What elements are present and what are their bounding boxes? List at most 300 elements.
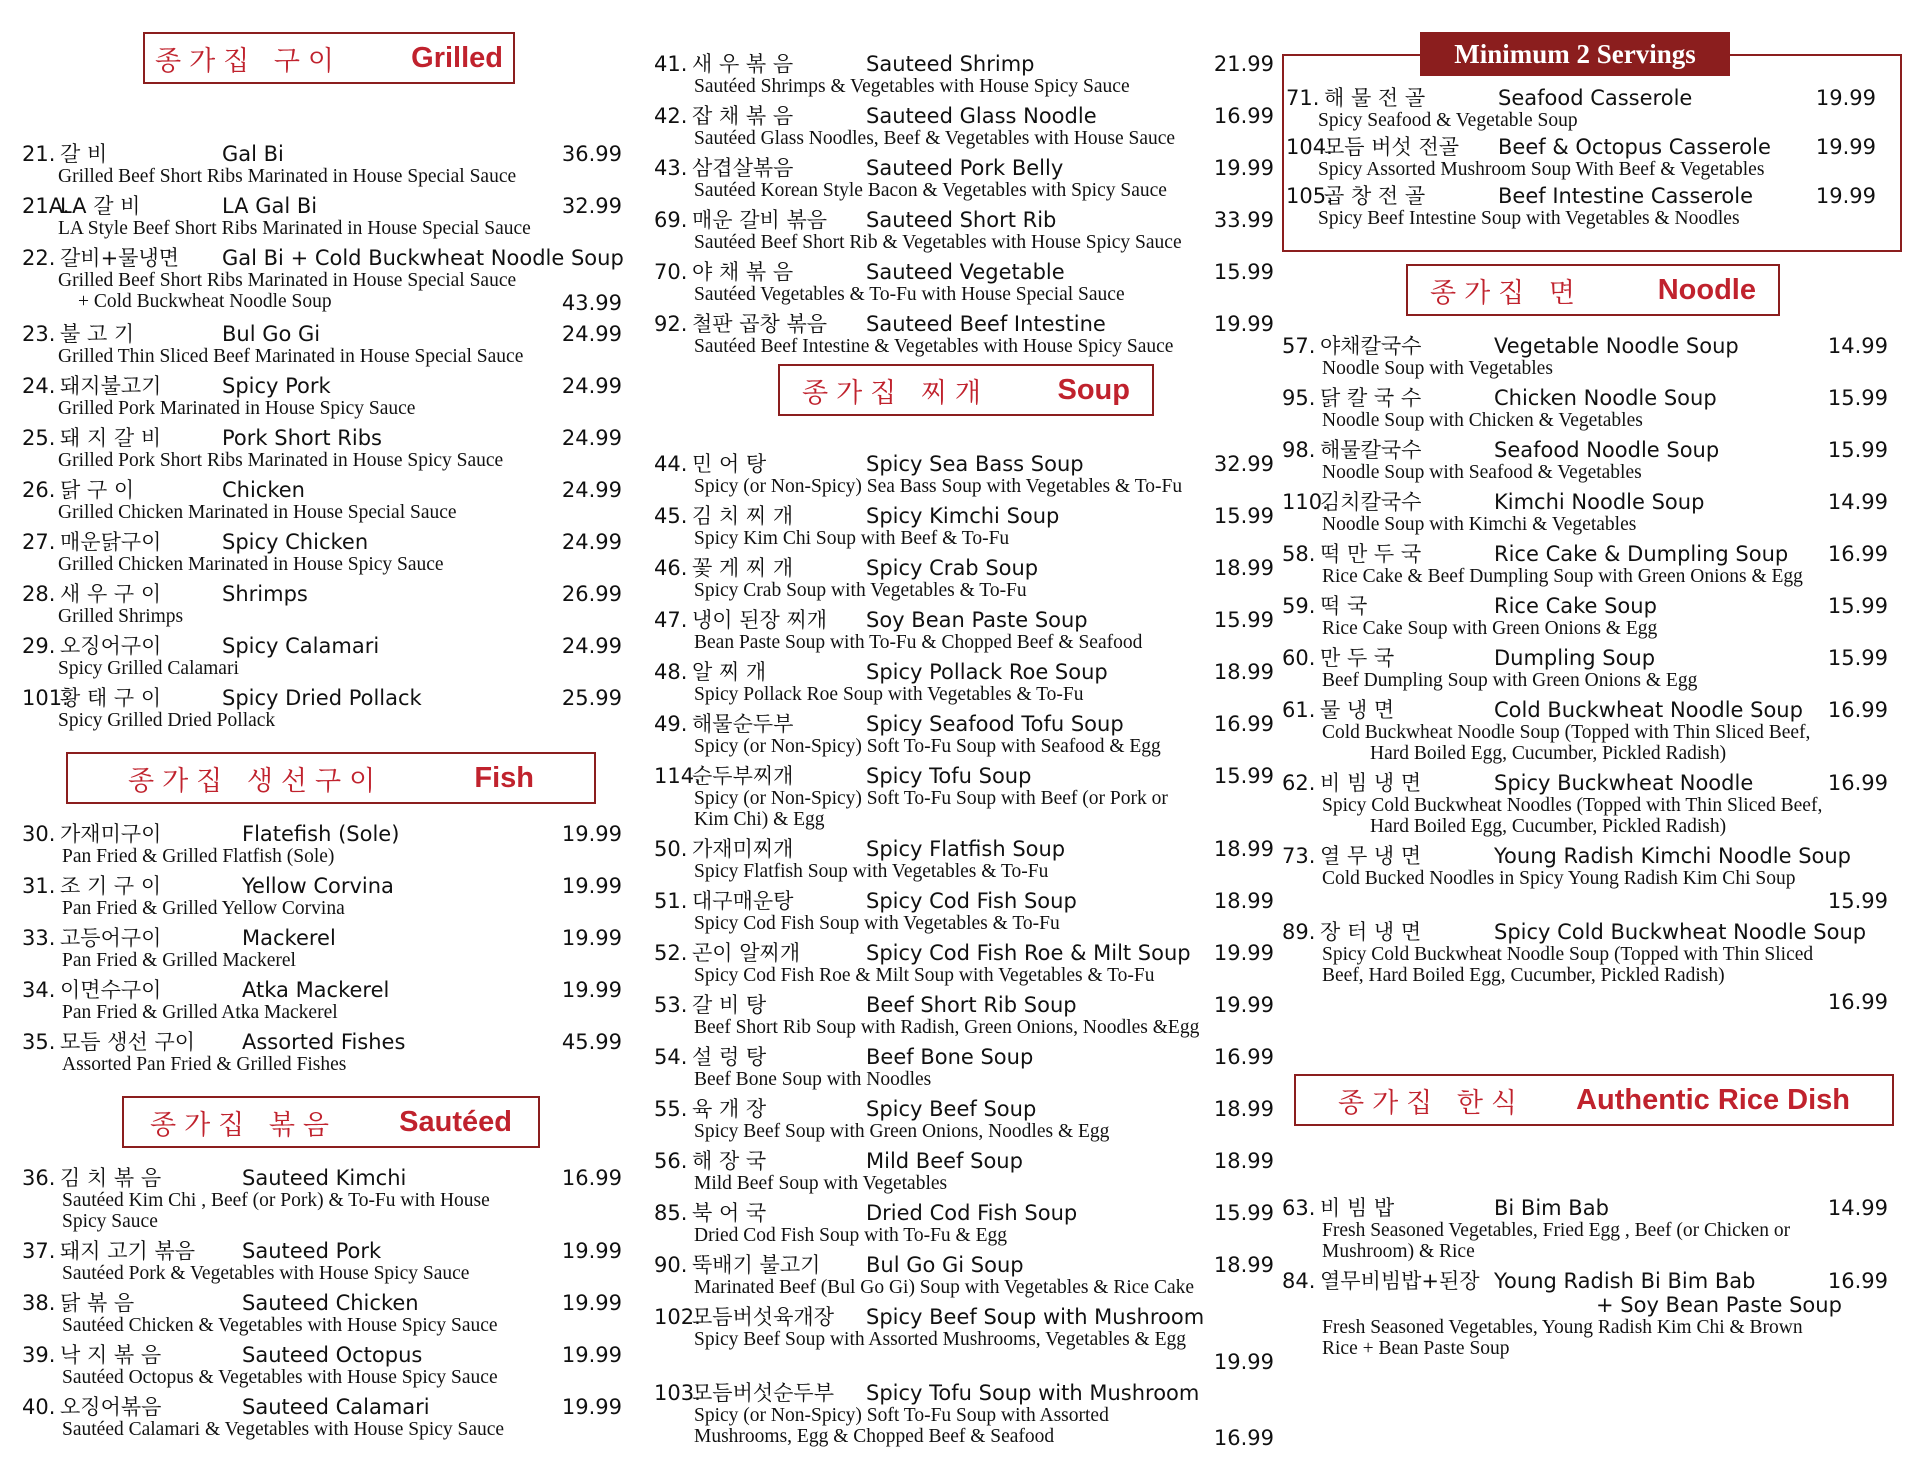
item-price: 18.99 [1213, 556, 1274, 580]
item-name-en: Atka Mackerel [242, 978, 390, 1002]
item-name-en: Sauteed Shrimp [866, 52, 1035, 76]
menu-item-line [1282, 542, 1888, 566]
menu-item [654, 1305, 1274, 1374]
item-price: 18.99 [1213, 1253, 1274, 1277]
item-name-ko: 가재미구이 [60, 822, 162, 846]
item-description: Spicy (or Non-Spicy) Soft To-Fu Soup with Seafood & Egg [694, 736, 1161, 757]
item-price: 36.99 [561, 142, 622, 166]
item-name-ko: 김 치 볶 음 [60, 1166, 162, 1190]
item-description: Sautéed Octopus & Vegetables with House Spicy Sauce [62, 1367, 498, 1388]
item-price: 24.99 [561, 426, 622, 450]
item-price: 19.99 [561, 1343, 622, 1367]
item-name-en: Young Radish Bi Bim Bab [1494, 1269, 1756, 1293]
item-name-en: Dumpling Soup [1494, 646, 1656, 670]
item-name-en: Sauteed Pork [242, 1239, 382, 1263]
menu-item [22, 1239, 622, 1284]
item-name-ko: 새 우 구 이 [60, 582, 162, 606]
item-name-ko: 모듬 생선 구이 [60, 1030, 196, 1054]
item-name-ko: 오징어볶음 [60, 1395, 162, 1419]
item-number: 60. [1282, 646, 1316, 670]
item-price: 14.99 [1827, 490, 1888, 514]
sauteed-list-continued [654, 52, 1274, 364]
item-price: 19.99 [561, 822, 622, 846]
menu-item-line [654, 1045, 1274, 1069]
item-description: Fresh Seasoned Vegetables, Fried Egg , Beef (or Chicken or [1322, 1220, 1791, 1241]
item-price: 26.99 [561, 582, 622, 606]
item-description: Sautéed Pork & Vegetables with House Spicy Sauce [62, 1263, 470, 1284]
menu-item [654, 156, 1274, 201]
menu-item-line [22, 530, 622, 554]
item-price: 18.99 [1213, 1097, 1274, 1121]
item-description: Spicy Beef Soup with Green Onions, Noodles & Egg [694, 1121, 1110, 1142]
item-name-en: Spicy Cold Buckwheat Noodle Soup [1494, 920, 1867, 944]
menu-item-line [1282, 771, 1888, 795]
menu-item-line [22, 926, 622, 950]
item-name-en: Sauteed Short Rib [866, 208, 1057, 232]
item-price: 15.99 [1827, 889, 1888, 913]
item-number: 25. [22, 426, 56, 450]
menu-item [22, 926, 622, 971]
menu-item-line-2 [1282, 1293, 1888, 1317]
item-name-ko: 매운닭구이 [60, 530, 162, 554]
item-number: 89. [1282, 920, 1316, 944]
item-description: Pan Fried & Grilled Flatfish (Sole) [62, 846, 335, 867]
menu-item-line [22, 1166, 622, 1190]
item-name-en: Flatefish (Sole) [242, 822, 400, 846]
item-description: Beef Dumpling Soup with Green Onions & Egg [1322, 670, 1698, 691]
menu-item-line [22, 1239, 622, 1263]
item-name-ko: 육 개 장 [692, 1097, 767, 1121]
menu-item-line [654, 556, 1274, 580]
item-name-en: Rice Cake Soup [1494, 594, 1657, 618]
item-price-line [1282, 990, 1888, 1014]
item-price-line [654, 1350, 1274, 1374]
item-name-en: Bul Go Gi [222, 322, 321, 346]
item-name-ko: 야채칼국수 [1320, 334, 1422, 358]
menu-item [22, 686, 622, 731]
item-description: Sautéed Shrimps & Vegetables with House Spicy Sauce [694, 76, 1130, 97]
minimum-servings-list [1286, 86, 1876, 233]
menu-item-line [22, 874, 622, 898]
item-price: 18.99 [1213, 889, 1274, 913]
menu-item [22, 1291, 622, 1336]
item-name-en: Beef Bone Soup [866, 1045, 1034, 1069]
item-name-ko: 갈 비 [60, 142, 108, 166]
item-price: 19.99 [561, 926, 622, 950]
menu-item-line [654, 1149, 1274, 1173]
sauteed-list [22, 1166, 622, 1447]
menu-item-line [654, 660, 1274, 684]
menu-item [654, 556, 1274, 601]
item-number: 28. [22, 582, 56, 606]
menu-item-line [22, 1343, 622, 1367]
item-number: 73. [1282, 844, 1316, 868]
item-name-ko: 닭 칼 국 수 [1320, 386, 1422, 410]
item-description: Sautéed Beef Short Rib & Vegetables with House Spicy Sauce [694, 232, 1182, 253]
section-header-sauteed [122, 1096, 540, 1148]
item-name-ko: 모듬버섯순두부 [692, 1381, 835, 1405]
item-number: 49. [654, 712, 688, 736]
item-description: Grilled Thin Sliced Beef Marinated in House Special Sauce [58, 346, 524, 367]
menu-item [654, 608, 1274, 653]
item-price: 15.99 [1827, 646, 1888, 670]
item-number: 21. [22, 142, 56, 166]
item-description: Noodle Soup with Seafood & Vegetables [1322, 462, 1642, 483]
item-price: 16.99 [1213, 104, 1274, 128]
item-name-en: Spicy Sea Bass Soup [866, 452, 1084, 476]
menu-item-line [1286, 86, 1876, 110]
menu-item [654, 712, 1274, 757]
item-name-en: Sauteed Octopus [242, 1343, 423, 1367]
item-number: 48. [654, 660, 688, 684]
section-title-en: Soup [1057, 373, 1130, 406]
item-price: 24.99 [561, 322, 622, 346]
item-number: 59. [1282, 594, 1316, 618]
section-title-ko: 종가집 생선구이 [128, 765, 384, 797]
item-name-en: Spicy Beef Soup [866, 1097, 1037, 1121]
item-name-ko: 김치칼국수 [1320, 490, 1422, 514]
menu-item-line [654, 452, 1274, 476]
item-name-ko: 민 어 탕 [692, 452, 767, 476]
section-title-en: Noodle [1657, 273, 1756, 306]
item-description-line [22, 291, 622, 315]
item-number: 36. [22, 1166, 56, 1190]
item-number: 24. [22, 374, 56, 398]
item-price: 16.99 [1827, 1269, 1888, 1293]
menu-item [1286, 184, 1876, 229]
item-price: 19.99 [1213, 941, 1274, 965]
menu-item-line [1282, 594, 1888, 618]
menu-item [654, 52, 1274, 97]
item-number: 84. [1282, 1269, 1316, 1293]
item-name-en: Spicy Tofu Soup [866, 764, 1032, 788]
menu-item-line [22, 1030, 622, 1054]
item-description: Spicy Seafood & Vegetable Soup [1318, 110, 1578, 131]
section-title-ko: 종가집 한식 [1338, 1087, 1525, 1119]
item-description: Spicy (or Non-Spicy) Soft To-Fu Soup with Assorted [694, 1405, 1109, 1426]
item-description: Sautéed Glass Noodles, Beef & Vegetables with House Sauce [694, 128, 1176, 149]
item-name-en: Spicy Chicken [222, 530, 369, 554]
item-number: 56. [654, 1149, 688, 1173]
item-description: LA Style Beef Short Ribs Marinated in House Special Sauce [58, 218, 531, 239]
item-name-ko: 매운 갈비 볶음 [692, 208, 828, 232]
item-name-ko: 갈비+물냉면 [60, 246, 180, 270]
item-number: 101. [22, 686, 69, 710]
menu-item [654, 837, 1274, 882]
item-description-2: Spicy Sauce [62, 1211, 158, 1232]
item-name-ko: 해물칼국수 [1320, 438, 1422, 462]
item-number: 95. [1282, 386, 1316, 410]
item-number: 46. [654, 556, 688, 580]
item-name-ko: 가재미찌개 [692, 837, 794, 861]
item-price: 16.99 [561, 1166, 622, 1190]
menu-item [1282, 386, 1888, 431]
section-title-ko: 종가집 찌개 [802, 377, 989, 409]
item-number: 44. [654, 452, 688, 476]
menu-item [654, 312, 1274, 357]
item-description: Grilled Pork Short Ribs Marinated in House Spicy Sauce [58, 450, 504, 471]
menu-item [654, 1253, 1274, 1298]
item-name-ko: 돼지불고기 [60, 374, 162, 398]
item-description-2: Rice + Bean Paste Soup [1322, 1338, 1510, 1359]
section-title-en: Authentic Rice Dish [1576, 1083, 1850, 1116]
menu-item-line [22, 1395, 622, 1419]
item-price: 25.99 [561, 686, 622, 710]
item-number: 92. [654, 312, 688, 336]
item-name-ko: 물 냉 면 [1320, 698, 1395, 722]
item-name-en: Spicy Crab Soup [866, 556, 1039, 580]
menu-item-line [654, 1201, 1274, 1225]
item-name-en: Spicy Calamari [222, 634, 380, 658]
item-name-en: Young Radish Kimchi Noodle Soup [1494, 844, 1852, 868]
item-name-ko: 이면수구이 [60, 978, 162, 1002]
menu-item [1282, 698, 1888, 764]
item-price: 33.99 [1213, 208, 1274, 232]
item-name-en: Sauteed Pork Belly [866, 156, 1064, 180]
item-name-ko: 오징어구이 [60, 634, 162, 658]
item-description: Spicy (or Non-Spicy) Sea Bass Soup with Vegetables & To-Fu [694, 476, 1183, 497]
item-price: 24.99 [561, 374, 622, 398]
item-price: 19.99 [1213, 993, 1274, 1017]
item-description: Grilled Beef Short Ribs Marinated in House Special Sauce [58, 166, 517, 187]
item-description-2: Hard Boiled Egg, Cucumber, Pickled Radish) [1370, 816, 1727, 837]
menu-item-line [1286, 184, 1876, 208]
item-name-en: Pork Short Ribs [222, 426, 382, 450]
item-name-en: Spicy Flatfish Soup [866, 837, 1066, 861]
item-name-ko: 닭 구 이 [60, 478, 135, 502]
item-number: 23. [22, 322, 56, 346]
menu-item [1286, 86, 1876, 131]
menu-item [1282, 1196, 1888, 1262]
menu-item-line [654, 764, 1274, 788]
item-description: Noodle Soup with Chicken & Vegetables [1322, 410, 1643, 431]
menu-item-line [22, 142, 622, 166]
item-price: 15.99 [1827, 386, 1888, 410]
item-price: 32.99 [561, 194, 622, 218]
menu-item [22, 978, 622, 1023]
item-name-en: Cold Buckwheat Noodle Soup [1494, 698, 1803, 722]
item-price: 19.99 [1815, 86, 1876, 110]
item-number: 98. [1282, 438, 1316, 462]
item-name-ko: 삼겹살볶음 [692, 156, 794, 180]
menu-item-line [1282, 844, 1888, 868]
item-price: 19.99 [1213, 1350, 1274, 1374]
menu-item [654, 504, 1274, 549]
item-name-ko: 황 태 구 이 [60, 686, 162, 710]
section-title-ko: 종가집 볶음 [150, 1109, 337, 1141]
menu-item [22, 634, 622, 679]
menu-item-line [1282, 698, 1888, 722]
menu-item [654, 104, 1274, 149]
menu-item [22, 374, 622, 419]
item-price: 14.99 [1827, 1196, 1888, 1220]
item-price: 19.99 [1815, 184, 1876, 208]
item-description: Spicy Assorted Mushroom Soup With Beef & Vegetables [1318, 159, 1765, 180]
item-name-en: Vegetable Noodle Soup [1494, 334, 1739, 358]
item-price: 24.99 [561, 478, 622, 502]
menu-item-line [654, 1305, 1274, 1329]
menu-item [22, 1395, 622, 1440]
section-header-noodle [1406, 264, 1780, 316]
item-name-en: Assorted Fishes [242, 1030, 406, 1054]
item-price: 19.99 [1213, 156, 1274, 180]
item-number: 61. [1282, 698, 1316, 722]
item-name-ko: 곤이 알찌개 [692, 941, 801, 965]
menu-item-line [654, 260, 1274, 284]
item-description: Cold Bucked Noodles in Spicy Young Radish Kim Chi Soup [1322, 868, 1796, 889]
item-description: Grilled Shrimps [58, 606, 184, 627]
menu-item-line [1282, 646, 1888, 670]
item-number: 50. [654, 837, 688, 861]
item-name-ko: 만 두 국 [1320, 646, 1395, 670]
item-price: 19.99 [1815, 135, 1876, 159]
menu-item [1282, 438, 1888, 483]
menu-item-line [1282, 438, 1888, 462]
item-name-en: Beef Intestine Casserole [1498, 184, 1753, 208]
item-description: Marinated Beef (Bul Go Gi) Soup with Vegetables & Rice Cake [694, 1277, 1195, 1298]
menu-item [1286, 135, 1876, 180]
item-description: Sautéed Chicken & Vegetables with House Spicy Sauce [62, 1315, 498, 1336]
item-name-en: Spicy Cod Fish Soup [866, 889, 1077, 913]
menu-item-line [1286, 135, 1876, 159]
item-number: 102. [654, 1305, 701, 1329]
menu-item-line [654, 208, 1274, 232]
menu-item-line [22, 246, 622, 270]
menu-item [1282, 334, 1888, 379]
item-number: 90. [654, 1253, 688, 1277]
item-number: 38. [22, 1291, 56, 1315]
menu-item [22, 246, 622, 315]
item-price: 19.99 [561, 1291, 622, 1315]
item-name-en: Seafood Noodle Soup [1494, 438, 1720, 462]
item-number: 70. [654, 260, 688, 284]
menu-item [654, 1149, 1274, 1194]
item-description: Fresh Seasoned Vegetables, Young Radish Kim Chi & Brown [1322, 1317, 1803, 1338]
menu-item [22, 142, 622, 187]
item-number: 110. [1282, 490, 1329, 514]
menu-item-line [22, 822, 622, 846]
item-price-line [1282, 889, 1888, 913]
item-number: 47. [654, 608, 688, 632]
menu-item-line [22, 322, 622, 346]
item-number: 45. [654, 504, 688, 528]
item-name-en: LA Gal Bi [222, 194, 318, 218]
menu-item [654, 208, 1274, 253]
item-name-en: Spicy Kimchi Soup [866, 504, 1060, 528]
item-description: Spicy Cold Buckwheat Noodle Soup (Topped with Thin Sliced [1322, 944, 1814, 965]
item-name-ko: 모듬 버섯 전골 [1324, 135, 1460, 159]
item-name-ko: 갈 비 탕 [692, 993, 767, 1017]
item-description-2: Beef, Hard Boiled Egg, Cucumber, Pickled Radish) [1322, 965, 1725, 986]
item-name-ko: 돼 지 갈 비 [60, 426, 162, 450]
item-price: 19.99 [1213, 312, 1274, 336]
menu-item-line [1282, 1196, 1888, 1220]
item-number: 103. [654, 1381, 701, 1405]
item-name-en: Mild Beef Soup [866, 1149, 1023, 1173]
item-name-en: Kimchi Noodle Soup [1494, 490, 1705, 514]
item-name-ko: 조 기 구 이 [60, 874, 162, 898]
section-header-rice [1294, 1074, 1894, 1126]
menu-item [22, 194, 622, 239]
menu-item-line [22, 582, 622, 606]
item-number: 52. [654, 941, 688, 965]
item-name-ko: 장 터 냉 면 [1320, 920, 1422, 944]
item-description: Sautéed Korean Style Bacon & Vegetables with Spicy Sauce [694, 180, 1167, 201]
item-description: Spicy Beef Intestine Soup with Vegetables & Noodles [1318, 208, 1740, 229]
item-name-en: Chicken [222, 478, 305, 502]
item-name-en: Sauteed Kimchi [242, 1166, 407, 1190]
item-name-ko: 잡 채 볶 음 [692, 104, 794, 128]
item-description: Pan Fried & Grilled Mackerel [62, 950, 296, 971]
item-price: 43.99 [561, 291, 622, 315]
item-price: 16.99 [1827, 990, 1888, 1014]
section-title-en: Sautéed [399, 1105, 512, 1138]
menu-item-line [654, 1097, 1274, 1121]
menu-item [654, 1381, 1274, 1450]
item-name-ko: LA 갈 비 [60, 194, 141, 218]
item-name-ko: 모듬버섯육개장 [692, 1305, 835, 1329]
item-number: 55. [654, 1097, 688, 1121]
item-price: 24.99 [561, 530, 622, 554]
item-number: 71. [1286, 86, 1320, 110]
item-description: Pan Fried & Grilled Atka Mackerel [62, 1002, 338, 1023]
item-description: Beef Short Rib Soup with Radish, Green Onions, Noodles &Egg [694, 1017, 1200, 1038]
menu-item-line [1282, 386, 1888, 410]
item-name-en: Seafood Casserole [1498, 86, 1693, 110]
item-name-ko: 야 채 볶 음 [692, 260, 794, 284]
item-name-en: Chicken Noodle Soup [1494, 386, 1717, 410]
menu-item [1282, 920, 1888, 1014]
item-name-ko: 돼지 고기 볶음 [60, 1239, 196, 1263]
menu-item [654, 1097, 1274, 1142]
item-name-en: Spicy Seafood Tofu Soup [866, 712, 1124, 736]
item-name-ko: 대구매운탕 [692, 889, 794, 913]
section-title-ko: 종가집 면 [1430, 277, 1583, 309]
item-description-2: Kim Chi) & Egg [694, 809, 825, 830]
menu-item-line [22, 194, 622, 218]
item-number: 34. [22, 978, 56, 1002]
item-name-en: Gal Bi [222, 142, 284, 166]
item-name-ko: 해물순두부 [692, 712, 794, 736]
item-name-ko: 철판 곱창 볶음 [692, 312, 828, 336]
item-name-en: Sauteed Glass Noodle [866, 104, 1097, 128]
item-number: 27. [22, 530, 56, 554]
item-number: 26. [22, 478, 56, 502]
section-title-en: Grilled [411, 41, 503, 74]
menu-item-line [654, 156, 1274, 180]
item-price: 18.99 [1213, 1149, 1274, 1173]
minimum-servings-title: Minimum 2 Servings [1420, 32, 1730, 76]
menu-item [22, 1166, 622, 1232]
item-description: Spicy (or Non-Spicy) Soft To-Fu Soup with Beef (or Pork or [694, 788, 1168, 809]
menu-item-line [654, 993, 1274, 1017]
item-price: 19.99 [561, 978, 622, 1002]
menu-item-line [654, 52, 1274, 76]
menu-item-line [1282, 1269, 1888, 1293]
item-number: 31. [22, 874, 56, 898]
item-name-en: Spicy Dried Pollack [222, 686, 422, 710]
item-description-2: Mushroom) & Rice [1322, 1241, 1475, 1262]
item-price: 19.99 [561, 1239, 622, 1263]
menu-item-line [654, 837, 1274, 861]
menu-item-line [654, 1381, 1274, 1405]
item-number: 54. [654, 1045, 688, 1069]
item-price: 16.99 [1827, 698, 1888, 722]
item-number: 51. [654, 889, 688, 913]
item-name-ko: 해 물 전 골 [1324, 86, 1426, 110]
section-title-en: Fish [474, 761, 534, 794]
item-name-ko: 김 치 찌 개 [692, 504, 794, 528]
